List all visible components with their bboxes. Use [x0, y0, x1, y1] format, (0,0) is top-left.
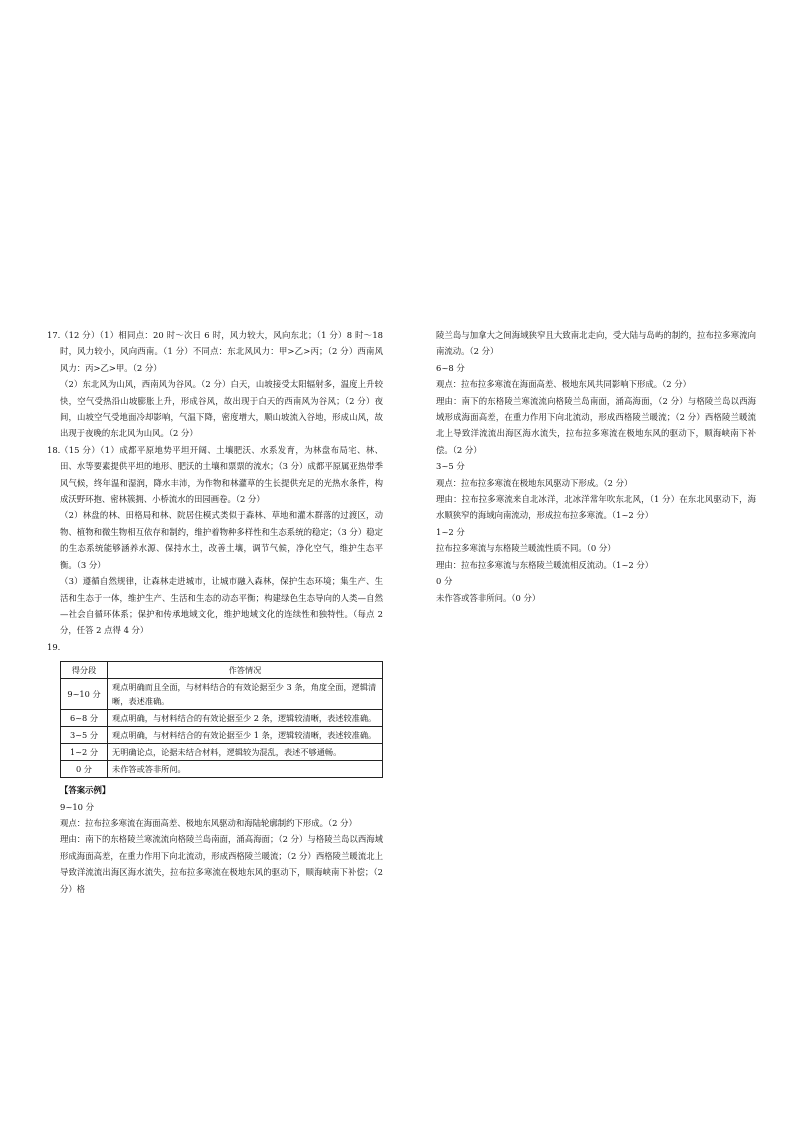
answer-paragraph: 理由：拉布拉多寒流来自北冰洋，北冰洋常年吹东北风，（1 分）在东北风驱动下，海水顺狭窄的海域向南流动，形成拉布拉多寒流。（1~2 分）	[436, 494, 756, 521]
answer-paragraph: 0 分	[436, 576, 453, 587]
score-band: 9~10 分	[61, 679, 108, 710]
answer-example	[47, 782, 383, 897]
table-row	[61, 761, 383, 778]
score-band: 1~2 分	[61, 744, 108, 761]
answer-paragraph: （3）遵循自然规律，让森林走进城市，让城市融入森林，保护生态环境；集生产、生活和生态于一体，维护生产、生活和生态的动态平衡；构建绿色生态导向的人类—自然—社会自循环体系；保护和传承地域文化，维护地域文化的连续性和独特性。（每点 2 分，任答 2 点得 4 分）	[60, 576, 383, 636]
score-band: 3~5 分	[61, 727, 108, 744]
question-18	[47, 442, 383, 639]
score-band: 6~8 分	[61, 710, 108, 727]
example-title: 【答案示例】	[60, 785, 111, 796]
answer-paragraph: （2）林盘的林、田格局和林、院居住模式类似于森林、草地和灌木群落的过渡区，动物、植物和微生物相互依存和制约，维护着物种多样性和生态系统的稳定；（3 分）稳定的生态系统能够涵养水源、保持水土，改善土壤，调节气候，净化空气，维护生态平衡。（3 分）	[60, 510, 383, 570]
answer-paragraph: 3~5 分	[436, 461, 465, 472]
answer-paragraph: （15 分）（1）成都平原地势平坦开阔、土壤肥沃、水系发育，为林盘布局宅、林、田、水等要素提供平坦的地形、肥沃的土壤和票票的流水；（3 分）成都平原属亚热带季风气候，终年温和湿润，降水丰沛，为作物和林灌草的生长提供充足的光热水条件，构成沃野环抱、密林簇拥、小桥流水的田园画卷。（2 分）	[60, 444, 383, 505]
answer-paragraph: 未作答或答非所问。（0 分）	[436, 592, 541, 603]
table-row	[61, 710, 383, 727]
answer-paragraph: 拉布拉多寒流与东格陵兰暖流性质不同。（0 分）	[436, 543, 616, 554]
answer-paragraph: 陵兰岛与加拿大之间海域狭窄且大致南北走向，受大陆与岛屿的制约，拉布拉多寒流向南流动。（2 分）	[436, 330, 756, 357]
answer-paragraph: 理由：拉布拉多寒流与东格陵兰暖流相反流动。（1~2 分）	[436, 559, 654, 570]
question-number: 17.	[47, 330, 61, 340]
table-header-row	[61, 662, 383, 679]
answer-paragraph: 6~8 分	[436, 362, 465, 373]
score-description: 观点明确，与材料结合的有效论据至少 2 条，逻辑较清晰，表述较准确。	[108, 710, 383, 727]
right-column	[436, 327, 756, 606]
table-header: 得分段	[61, 662, 108, 679]
answer-paragraph: （12 分）（1）相同点：20 时～次日 6 时，风力较大，风向东北；（1 分）8 时～18 时，风力较小，风向西南。（1 分）不同点：东北风风力：甲>乙>丙；（2 分）西南风风力：丙>乙>甲。（2 分）	[60, 330, 383, 373]
answer-paragraph: （2）东北风为山风，西南风为谷风。（2 分）白天，山坡接受太阳辐射多，温度上升较快，空气受热沿山坡膨胀上升，形成谷风，故出现于白天的西南风为谷风；（2 分）夜间，山坡空气受地面冷却影响，气温下降，密度增大，顺山坡流入谷地，形成山风，故出现于夜晚的东北风为山风。（2 分）	[60, 379, 383, 439]
left-column	[47, 327, 383, 897]
answer-paragraph: 观点：拉布拉多寒流在海面高差、极地东风驱动和海陆轮廓制约下形成。（2 分）	[60, 817, 357, 828]
score-band: 0 分	[61, 761, 108, 778]
table-row	[61, 679, 383, 710]
question-17	[47, 327, 383, 442]
table-header: 作答情况	[108, 662, 383, 679]
answer-paragraph: 观点：拉布拉多寒流在极地东风驱动下形成。（2 分）	[436, 477, 633, 488]
score-description: 观点明确，与材料结合的有效论据至少 1 条，逻辑较清晰，表述较准确。	[108, 727, 383, 744]
table-row	[61, 727, 383, 744]
question-number: 18.	[47, 444, 61, 455]
score-description: 未作答或答非所问。	[108, 761, 383, 778]
score-description: 无明确论点，论据未结合材料，逻辑较为混乱，表述不够通畅。	[108, 744, 383, 761]
table-row	[61, 744, 383, 761]
question-number: 19.	[47, 641, 61, 652]
answer-paragraph: 1~2 分	[436, 526, 465, 537]
answer-paragraph: 观点：拉布拉多寒流在海面高差、极地东风共同影响下形成。（2 分）	[436, 379, 692, 390]
question-19	[47, 639, 383, 897]
score-description: 观点明确而且全面，与材料结合的有效论据至少 3 条，角度全面，逻辑清晰，表述准确。	[108, 679, 383, 710]
answer-paragraph: 9~10 分	[60, 801, 95, 812]
scoring-table	[60, 661, 383, 778]
answer-paragraph: 理由：南下的东格陵兰寒流流向格陵兰岛南面，涌高海面，（2 分）与格陵兰岛以西海域形成海面高差，在重力作用下向北流动，形成西格陵兰暖流；（2 分）西格陵兰暖流北上导致洋流流出海区海水流失，拉布拉多寒流在极地东风的驱动下，顺海峡南下补偿。（2 分）	[436, 395, 756, 455]
answer-paragraph: 理由：南下的东格陵兰寒流流向格陵兰岛南面，涌高海面；（2 分）与格陵兰岛以西海域形成海面高差，在重力作用下向北流动，形成西格陵兰暖流；（2 分）西格陵兰暖流北上导致洋流流出海区海水流失，拉布拉多寒流在极地东风的驱动下，顺海峡南下补偿；（2 分）格	[60, 834, 383, 894]
